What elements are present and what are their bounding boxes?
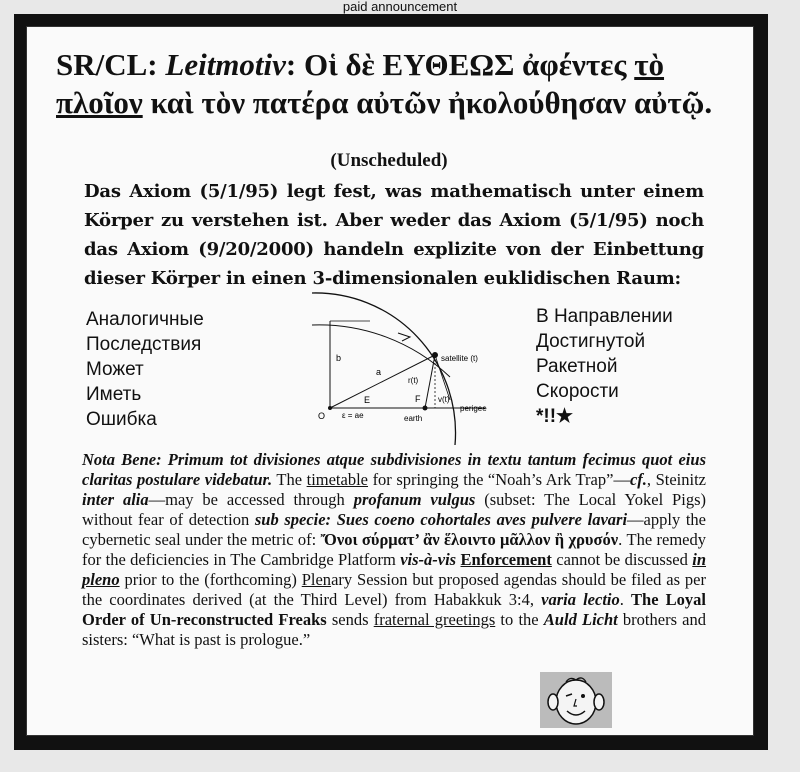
heading-part1: SR/CL: bbox=[56, 47, 166, 82]
left-word: Иметь bbox=[86, 384, 142, 405]
body-text: —apply the cybernetic seal under the metric of: bbox=[82, 510, 706, 549]
left-word: Аналогичные bbox=[86, 309, 204, 330]
heading-leitmotiv: Leitmotiv bbox=[165, 47, 286, 82]
body-text: brothers and sisters: “What is past is prologue.” bbox=[82, 610, 707, 649]
right-word: В Направлении bbox=[536, 306, 673, 327]
body-text: . bbox=[619, 590, 632, 609]
body-text: for springing the “Noah’s Ark Trap”— bbox=[368, 470, 630, 489]
label-o: O bbox=[318, 411, 326, 421]
nota-bene: Nota Bene: Primum tot divisiones atque subdivisiones in textu tantum fecimus quot eius claritas postulare videbatur. bbox=[82, 450, 706, 489]
body-text: Auld Licht bbox=[543, 610, 618, 629]
right-word: *!!★ bbox=[536, 406, 574, 427]
body-text: timetable bbox=[306, 470, 369, 489]
russian-left-column bbox=[86, 307, 204, 432]
face-left-ear bbox=[548, 694, 558, 710]
label-a: a bbox=[376, 367, 382, 377]
subheading: (Unscheduled) bbox=[330, 150, 448, 171]
left-word: Ошибка bbox=[86, 409, 157, 430]
paid-announcement-label: paid announcement bbox=[342, 0, 458, 14]
body-text: Enforcement bbox=[460, 550, 552, 569]
gothic-paragraph: Das Axiom (5/1/95) legt fest, was mathematisch unter einem Körper zu verstehen ist. Aber weder das Axiom (5/1/95) noch das Axiom (9/20/2000) handeln explizite von der Einbettung dieser Körper in einen 3-dimensionalen euklidischen Raum: bbox=[84, 181, 704, 289]
body-text: (subset: The Local Yokel Pigs) without fear of detection bbox=[82, 490, 706, 529]
body-text: to the bbox=[495, 610, 544, 629]
label-b: b bbox=[336, 353, 342, 363]
body-text: vis-à-vis bbox=[400, 550, 457, 569]
body-text: The Loyal Order of Un-reconstructed Freaks bbox=[82, 590, 706, 629]
label-f: F bbox=[415, 394, 421, 404]
satellite-dot bbox=[432, 352, 438, 358]
left-word: Последствия bbox=[86, 334, 202, 355]
body-text: The bbox=[272, 470, 307, 489]
heading-part3: καὶ τὸν πατέρα αὐτῶν ἠκολούθησαν αὐτῷ. bbox=[142, 85, 713, 120]
earth-dot bbox=[423, 406, 428, 411]
body-text: , Steinitz bbox=[646, 470, 706, 489]
right-word: Ракетной bbox=[536, 356, 618, 377]
body-text: . The remedy for the deficiencies in The Cambridge Platform bbox=[82, 530, 706, 569]
label-e: E bbox=[364, 395, 371, 405]
right-word: Достигнутой bbox=[536, 331, 646, 352]
body-text: inter alia bbox=[82, 490, 149, 509]
label-rt: r(t) bbox=[408, 376, 419, 385]
body-text: prior to the (forthcoming) bbox=[119, 570, 302, 589]
heading bbox=[56, 46, 716, 122]
body-text: cannot be discussed bbox=[551, 550, 693, 569]
face-right-ear bbox=[594, 694, 604, 710]
orbit-diagram bbox=[310, 285, 510, 445]
right-word: Скорости bbox=[536, 381, 619, 402]
heading-part2: : Οἱ δὲ ΕΥΘΕΩΣ ἀφέντες bbox=[285, 47, 635, 82]
origin-dot bbox=[328, 406, 332, 410]
smiley-face-icon bbox=[540, 672, 612, 728]
left-word: Может bbox=[86, 359, 144, 380]
heading-underlined: τὸ πλοῖον bbox=[56, 47, 665, 120]
body-text: ary Session but proposed agendas should be filed as per the coordinates derived (at the Third Level) from Habakkuk 3:4, bbox=[82, 570, 706, 609]
body-text: profanum vulgus bbox=[353, 490, 476, 509]
label-vt: v(t) bbox=[438, 395, 450, 404]
body-text: cf. bbox=[629, 470, 647, 489]
direction-arrow-icon bbox=[398, 333, 410, 341]
face-head bbox=[556, 680, 596, 724]
body-paragraph bbox=[82, 450, 706, 650]
body-text: sub specie: Sues coeno cohortales aves pulvere lavari bbox=[254, 510, 628, 529]
body-text: fraternal greetings bbox=[373, 610, 496, 629]
greek-quote: Ὄνοι σύρματ’ ἂν ἕλοιντο μᾶλλον ἢ χρυσόν bbox=[320, 530, 619, 549]
body-text: varia lectio bbox=[541, 590, 620, 609]
r-line bbox=[425, 355, 435, 408]
label-perigee: perigee bbox=[460, 404, 487, 413]
face-right-eye bbox=[581, 694, 585, 698]
body-text: sends bbox=[326, 610, 374, 629]
russian-right-column bbox=[536, 304, 673, 429]
body-text: Plen bbox=[301, 570, 332, 589]
outer-orbit-arc bbox=[312, 293, 456, 445]
body-text: —may be accessed through bbox=[148, 490, 354, 509]
label-eps: ε = ae bbox=[342, 411, 364, 420]
label-satellite: satellite (t) bbox=[441, 354, 478, 363]
label-earth: earth bbox=[404, 414, 423, 423]
body-text: in pleno bbox=[82, 550, 707, 589]
